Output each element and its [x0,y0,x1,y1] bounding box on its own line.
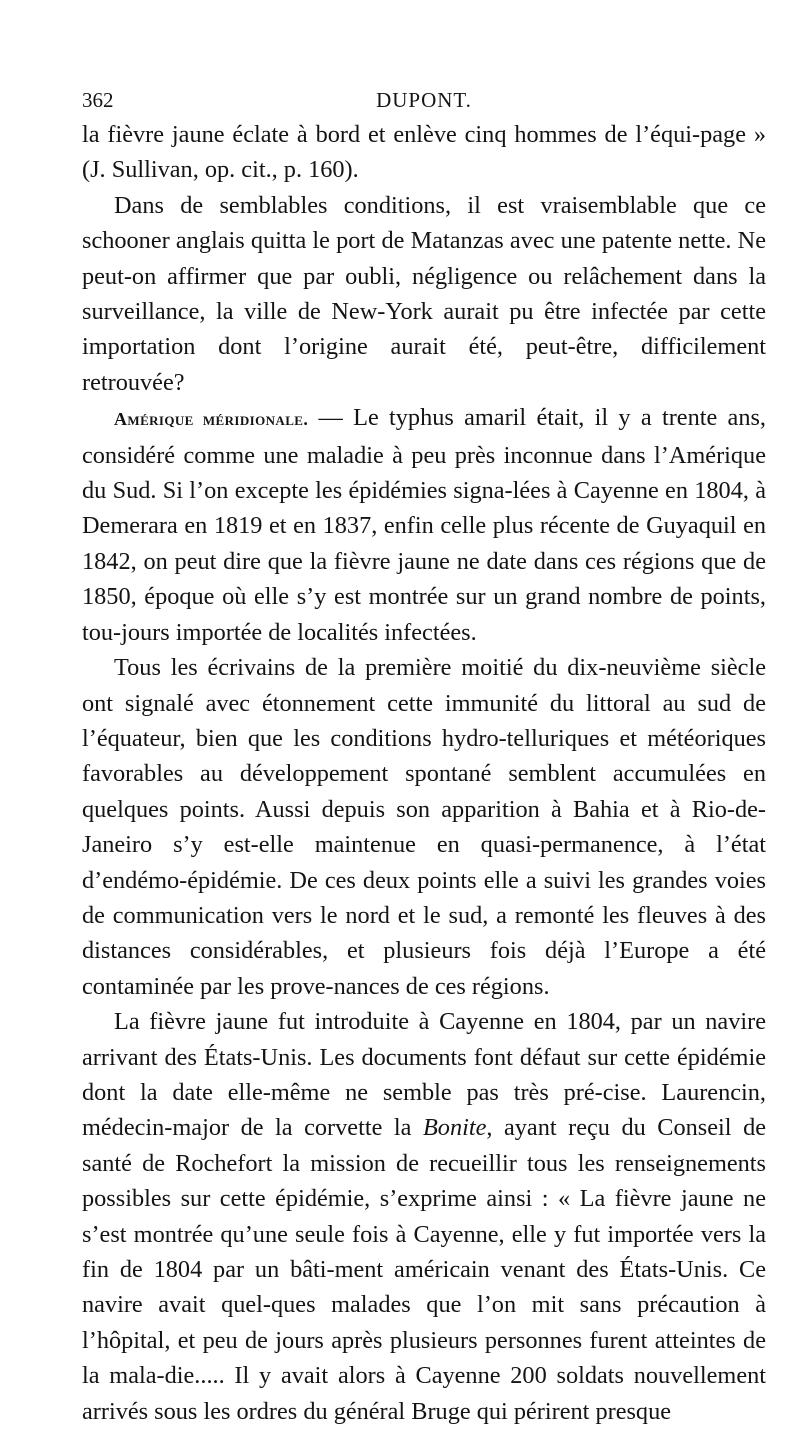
section-heading: Amérique méridionale. [114,409,309,430]
paragraph-writers: Tous les écrivains de la première moitié du dix-neuvième siècle ont signalé avec étonnement cette immunité du littoral au sud de l’équateur, bien que les conditions hydro-telluriques et météoriques favorables au développement spontané semblent accumulées en quelques points. Aussi depuis son apparition à Bahia et à Rio-de-Janeiro s’y est-elle maintenue en quasi-permanence, à l’état d’endémo-épidémie. De ces deux points elle a suivi les grandes voies de communication vers le nord et le sud, a remonté les fleuves à des distances considérables, et plusieurs fois déjà l’Europe a été contaminée par les prove-nances de ces régions. [82,654,766,1000]
paragraph-cayenne-part-a: La fièvre jaune fut introduite à Cayenne en 1804, par un navire arrivant des États-Unis. Les documents font défaut sur cette épidémie dont la date elle-même ne semble pas très pré-cise. Laurencin, médecin-major de la corvette la [82,1008,766,1142]
page-body [82,117,766,1429]
paragraph-south-america [82,400,766,650]
page-header [82,83,766,117]
section-text: — Le typhus amaril était, il y a trente ans, considéré comme une maladie à peu près inconnue dans l’Amérique du Sud. Si l’on excepte les épidémies signa-lées à Cayenne en 1804, à Demerara en 1819 et en 1837, enfin celle plus récente de Guyaquil en 1842, on peut dire que la fièvre jaune ne date dans ces régions que de 1850, époque où elle s’y est montrée sur un grand nombre de points, tou-jours importée de localités infectées. [82,404,767,646]
paragraph-schooner: Dans de semblables conditions, il est vraisemblable que ce schooner anglais quitta le port de Matanzas avec une patente nette. Ne peut-on affirmer que par oubli, négligence ou relâchement dans la surveillance, la ville de New-York aurait pu être infectée par cette importation dont l’origine aurait été, peut-être, difficilement retrouvée? [82,191,766,396]
paragraph-cayenne-part-b: , ayant reçu du Conseil de santé de Rochefort la mission de recueillir tous les renseignements possibles sur cette épidémie, s’exprime ainsi : « La fièvre jaune ne s’est montrée qu’une seule fois à Cayenne, elle y fut importée vers la fin de 1804 par un bâti-ment américain venant des États-Unis. Ce navire avait quel-ques malades que l’on mit sans précaution à l’hôpital, et peu de jours après plusieurs personnes furent atteintes de la mala-die..... Il y avait alors à Cayenne 200 soldats nouvellement arrivés sous les ordres du général Bruge qui périrent presque [82,1114,766,1425]
paragraph-continuation: la fièvre jaune éclate à bord et enlève cinq hommes de l’équi-page » (J. Sullivan, op. cit., p. 160). [82,121,766,184]
page-number: 362 [82,88,114,112]
running-title: DUPONT. [376,88,472,112]
ship-name: Bonite [422,1114,487,1142]
paragraph-cayenne [82,1004,766,1429]
